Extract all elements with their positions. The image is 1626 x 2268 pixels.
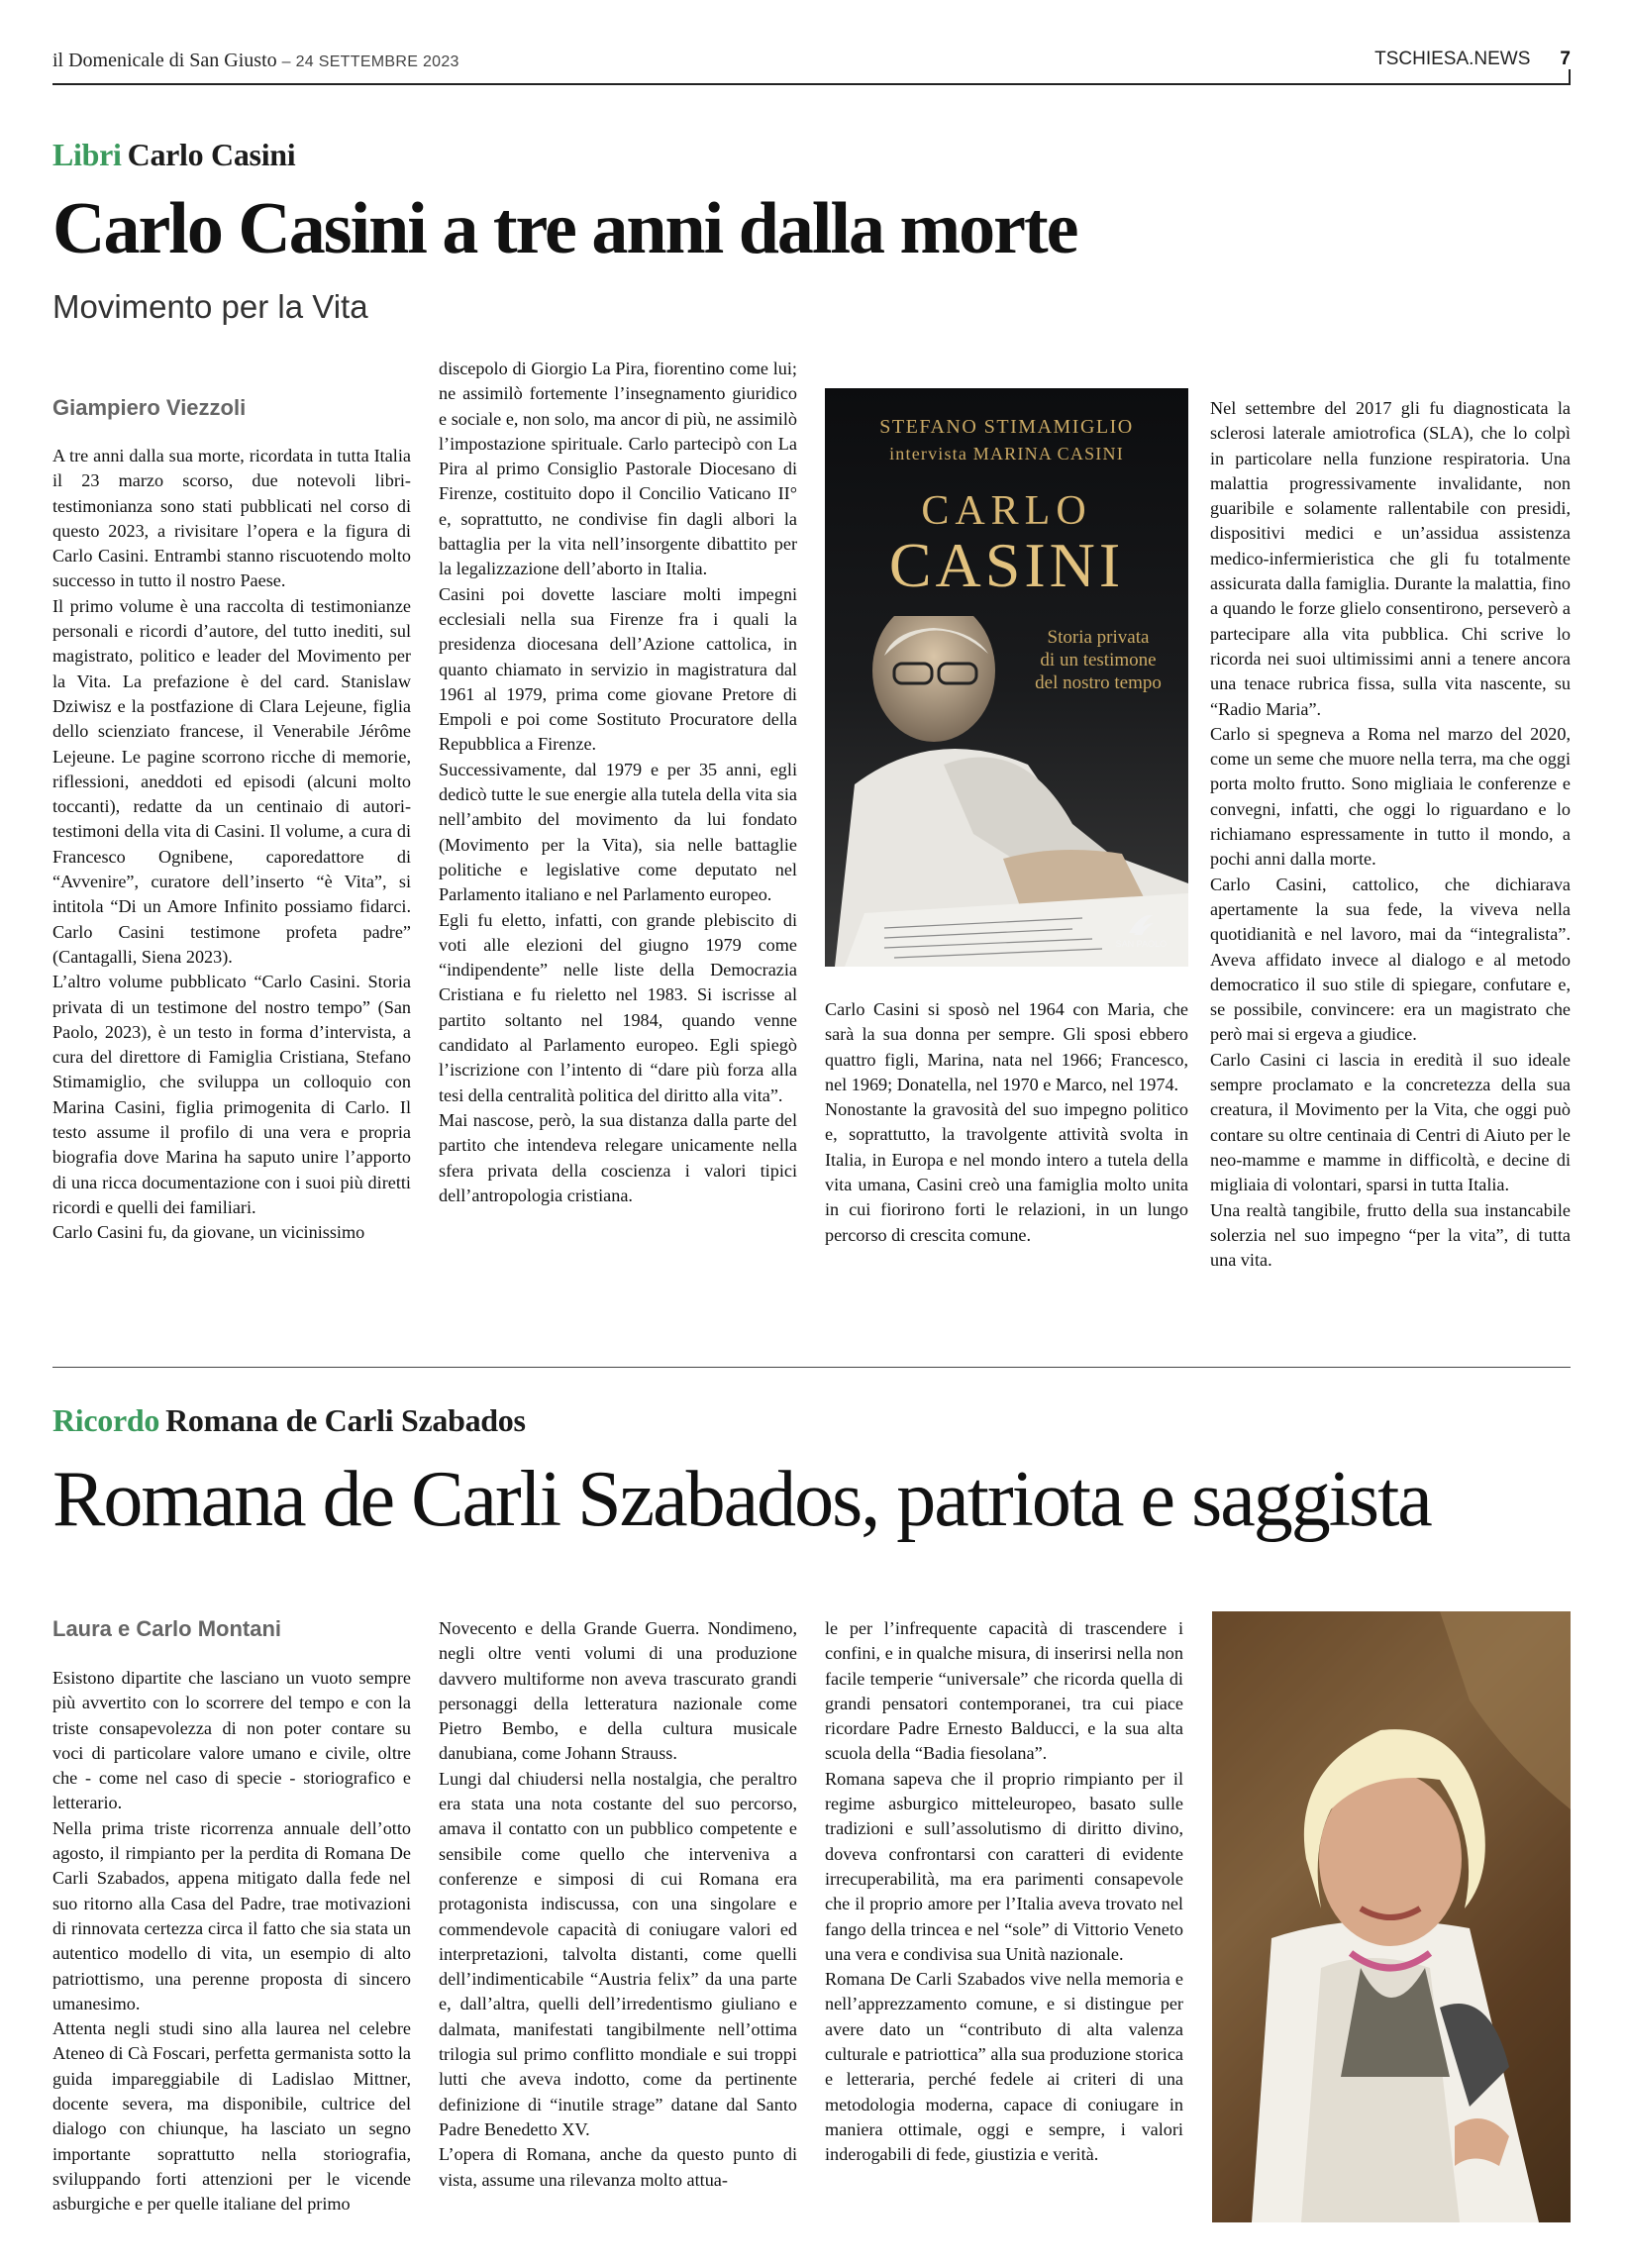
publisher-mark-icon <box>1126 911 1156 937</box>
article2-title: Romana de Carli Szabados, patriota e saggista <box>52 1456 1431 1543</box>
paragraph: A tre anni dalla sua morte, ricordata in tutta Italia il 23 marzo scorso, due notevoli libri-testimonianza sono stati pubblicati nel corso di questo 2023, a rivisitare l’opera e la figura di Carlo Casini. Entrambi stanno riscuotendo molto successo in tutto il nostro Paese. <box>52 446 411 591</box>
paragraph: Carlo Casini fu, da giovane, un vicinissimo <box>52 1222 365 1243</box>
paragraph: Una realtà tangibile, frutto della sua instancabile solerzia nel suo impegno “per la vita”, di tutta una vita. <box>1210 1199 1571 1271</box>
paragraph: Romana De Carli Szabados vive nella memoria e nell’apprezzamento comune, e si distingue per avere dato un “contributo di alta valenza culturale e patriottica” alla sua produzione storica e letteraria, perché fedele ai criteri di una metodologia moderna, capace di coniugare in maniera ottimale, oggi e sempre, i valori inderogabili di fede, giustizia e verità. <box>825 1969 1183 2165</box>
section-label: Ricordo <box>52 1402 160 1438</box>
paragraph: Mai nascose, però, la sua distanza dalla parte del partito che intendeva relegare unicamente nella sfera privata della coscienza i valori tipici dell’antropologia cristiana. <box>439 1109 797 1205</box>
paragraph: Egli fu eletto, infatti, con grande plebiscito di voti alle elezioni del giugno 1979 come “indipendente” nelle liste della Democrazia Cristiana e fu rieletto nel 1983. Si iscrisse al partito soltanto nel 1984, quando venne candidato al Parlamento europeo. Egli spiegò l’iscrizione con l’intento di “dare più forza alla tesi della centralità politica del diritto alla vita”. <box>439 909 797 1105</box>
page-number: 7 <box>1560 49 1571 69</box>
article2-column-1 <box>52 1666 411 2217</box>
book-author: STEFANO STIMAMIGLIO <box>879 416 1134 438</box>
portrait-photo <box>1212 1611 1571 2222</box>
paragraph: Casini poi dovette lasciare molti impegni ecclesiali nella sua Firenze fra i quali la presidenza diocesana dell’Azione cattolica, in quanto chiamato in servizio in magistratura dal 1961 al 1979, prima come giovane Pretore di Empoli e poi come Sostituto Procuratore della Repubblica a Firenze. <box>439 583 797 755</box>
paragraph: Lungi dal chiudersi nella nostalgia, che peraltro era stata una nota costante del suo percorso, amava il contatto con un pubblico competente e sensibile come quello che interveniva a conferenze e simposi di cui Romana era protagonista indiscussa, con una singolare e commendevole capacità di coniugare valori ed interpretazioni, talvolta distanti, come quelli dell’indimenticabile “Austria felix” da una parte e, dall’altra, quelli dell’irredentismo giuliano e dalmata, manifestati tangibilmente nell’ottima trilogia sul primo conflitto mondiale e sui troppi lutti che aveva indotto, come da pertinente definizione di “inutile strage” datane dal Santo Padre Benedetto XV. <box>439 1768 797 2139</box>
paragraph: Successivamente, dal 1979 e per 35 anni, egli dedicò tutte le sue energie alla tutela della vita sia nell’ambito del movimento da lui fondato (Movimento per la Vita), sia nelle battaglie politiche e legislative come deputato nel Parlamento italiano e nel Parlamento europeo. <box>439 759 797 905</box>
paragraph: L’altro volume pubblicato “Carlo Casini. Storia privata di un testimone del nostro tempo” (San Paolo, 2023), è un testo in forma d’intervista, a cura del direttore di Famiglia Cristiana, Stefano Stimamiglio, che sviluppa un colloquio con Marina Casini, figlia primogenita di Carlo. Il testo assume il profilo di una vera e propria biografia dove Marina ha saputo unire l’apporto di una ricca documentazione con i suoi più diretti ricordi e quelli dei familiari. <box>52 972 411 1217</box>
article2-byline: Laura e Carlo Montani <box>52 1616 282 1641</box>
article1-column-3 <box>825 997 1188 1248</box>
issue-date: – 24 SETTEMBRE 2023 <box>281 53 459 70</box>
paragraph: L’opera di Romana, anche da questo punto di vista, assume una rilevanza molto attua- <box>439 2144 797 2190</box>
paragraph: Carlo Casini, cattolico, che dichiarava apertamente la sua fede, la viveva nella quotidianità e nel lavoro, mai da “integralista”. Aveva affidato invece al dialogo e al metodo democratico il suo stile di spiegare, confutare e, se possibile, convincere: era un magistrato che però mai si ergeva a giudice. <box>1210 874 1571 1045</box>
paragraph: Nonostante la gravosità del suo impegno politico e, soprattutto, la travolgente attività svolta in Italia, in Europa e nel mondo intero a tutela della vita umana, Casini creò una famiglia molto unita in cui fiorirono forti le relazioni, in un lungo percorso di crescita comune. <box>825 1099 1188 1245</box>
book-cover-image <box>825 388 1188 967</box>
paragraph: Attenta negli studi sino alla laurea nel celebre Ateneo di Cà Foscari, perfetta germanista sotto la guida impareggiabile di Ladislao Mittner, docente severa, ma disponibile, cultrice del dialogo con chiunque, ha lasciato un segno importante soprattutto nella storiografia, sviluppando forti attenzioni per le vicende asburgiche e per quelle italiane del primo <box>52 2018 411 2215</box>
article-divider <box>52 1367 1571 1368</box>
header-rule-tick <box>1569 69 1571 85</box>
portrait-illustration <box>1212 1611 1571 2222</box>
paragraph: Il primo volume è una raccolta di testimonianze personali e ricordi d’autore, del tutto inediti, sul magistrato, politico e leader del Movimento per la Vita. La prefazione è del card. Stanislaw Dziwisz e la postfazione di Clara Lejeune, figlia dello scienziato francese, il Venerabile Jérôme Lejeune. Le pagine scorrono ricche di memorie, riflessioni, aneddoti ed episodi (alcuni molto toccanti), redatte da un centinaio di autori-testimoni della vita di Casini. Il volume, a cura di Francesco Ognibene, caporedattore di “Avvenire”, curatore dell’inserto “è Vita”, si intitola “Di un Amore Infinito possiamo fidarci. Carlo Casini testimone profeta padre” (Cantagalli, Siena 2023). <box>52 595 411 967</box>
site-link[interactable]: TSCHIESA.NEWS <box>1374 49 1531 69</box>
topic-label: Carlo Casini <box>127 137 296 172</box>
paragraph: discepolo di Giorgio La Pira, fiorentino come lui; ne assimilò fortemente l’insegnamento giuridico e sociale e, non solo, ma ancor di più, ne assimilò l’impostazione spirituale. Carlo partecipò con La Pira al primo Consiglio Pastorale Diocesano di Firenze, costituito dopo il Concilio Vaticano II° e, soprattutto, ne condivise fin dagli albori la battaglia per la vita nell’insorgente dibattito per la legalizzazione dell’aborto in Italia. <box>439 359 797 579</box>
running-header-left <box>52 50 459 72</box>
running-header-right <box>1374 49 1571 70</box>
book-interviewer: intervista MARINA CASINI <box>889 444 1124 464</box>
paragraph: Carlo si spegneva a Roma nel marzo del 2020, come un seme che muore nella terra, ma che oggi porta molto frutto. Sono migliaia le conferenze e convegni, infatti, che oggi lo riguardano e lo richiamano espressamente in tutto il mondo, a pochi anni dalla morte. <box>1210 723 1571 870</box>
section-label: Libri <box>52 137 122 172</box>
paragraph: Novecento e della Grande Guerra. Nondimeno, negli oltre venti volumi di una produzione davvero multiforme non aveva trascurato grandi personaggi della letteratura nazionale come Pietro Bembo, e della cultura musicale danubiana, come Johann Strauss. <box>439 1618 797 1764</box>
article2-column-2 <box>439 1616 797 2193</box>
book-title-last: CASINI <box>888 530 1125 600</box>
article1-column-2 <box>439 357 797 1208</box>
topic-label: Romana de Carli Szabados <box>165 1402 526 1438</box>
paragraph: le per l’infrequente capacità di trascendere i confini, e in qualche misura, di inserirsi nella non facile temperie “universale” che ricorda quella di grandi pensatori contemporanei, tra cui piace ricordare Padre Ernesto Balducci, e la sua alta scuola della “Badia fiesolana”. <box>825 1618 1183 1764</box>
paragraph: Nel settembre del 2017 gli fu diagnosticata la sclerosi laterale amiotrofica (SLA), che lo colpì in particolare nella funzione respiratoria. Una malattia progressivamente invalidante, non guaribile e solamente rallentabile con presidi, dispositivi medici e un’assidua assistenza medico-infermieristica che gli fu totalmente assicurata dalla famiglia. Durante la malattia, fino a quando le forze glielo consentirono, perseverò a partecipare alla vita pubblica. Chi scrive lo ricorda nei suoi ultimissimi anni a tenere ancora una tenace rubrica fissa, sulla vita nascente, su “Radio Maria”. <box>1210 398 1571 719</box>
article2-kicker <box>52 1402 526 1439</box>
book-subtitle: Storia privata di un testimone del nostro tempo <box>1035 627 1162 693</box>
article1-subtitle: Movimento per la Vita <box>52 288 368 325</box>
paragraph: Carlo Casini ci lascia in eredità il suo ideale sempre proclamato e la concretezza della sua creatura, il Movimento per la Vita, che oggi può contare su oltre centinaia di Centri di Aiuto per le neo-mamme e mamme in difficoltà, e decine di migliaia di volontari, sparsi in tutta Italia. <box>1210 1049 1571 1195</box>
article1-byline: Giampiero Viezzoli <box>52 395 247 420</box>
article1-column-1 <box>52 444 411 1246</box>
article1-column-4 <box>1210 396 1571 1273</box>
paragraph: Romana sapeva che il proprio rimpianto per il regime asburgico mitteleuropeo, basato sulle tradizioni e sull’assolutismo di diritto divino, doveva confrontarsi con caratteri di evidente irrecuperabilità, ma era parimenti consapevole che il proprio amore per l’Italia aveva trovato nel fango della trincea e nel “sole” di Vittorio Veneto una vera e condivisa sua Unità nazionale. <box>825 1768 1183 1964</box>
paragraph: Esistono dipartite che lasciano un vuoto sempre più avvertito con lo scorrere del tempo e con la triste consapevolezza di non poter contare su voci di particolare valore umano e civile, oltre che - come nel caso di specie - storiografico e letterario. <box>52 1668 411 1813</box>
article2-column-3 <box>825 1616 1183 2168</box>
publication-name: il Domenicale di San Giusto <box>52 50 277 71</box>
publisher-logo: SAN PAOLO <box>1116 911 1167 949</box>
book-title-first: CARLO <box>921 488 1092 534</box>
article1-title: Carlo Casini a tre anni dalla morte <box>52 188 1077 269</box>
paragraph: Carlo Casini si sposò nel 1964 con Maria, che sarà la sua donna per sempre. Gli sposi ebbero quattro figli, Marina, nata nel 1966; Francesco, nel 1969; Donatella, nel 1970 e Marco, nel 1974. <box>825 999 1188 1094</box>
header-rule <box>52 83 1571 85</box>
article1-kicker <box>52 137 295 173</box>
paragraph: Nella prima triste ricorrenza annuale dell’otto agosto, il rimpianto per la perdita di Romana De Carli Szabados, appena mitigato dalla fede nel suo ritorno alla Casa del Padre, trae motivazioni di rinnovata certezza circa il fatto che sia stata un autentico modello di vita, un esempio di alto patriottismo, una perenne proposta di sincero umanesimo. <box>52 1817 411 2013</box>
